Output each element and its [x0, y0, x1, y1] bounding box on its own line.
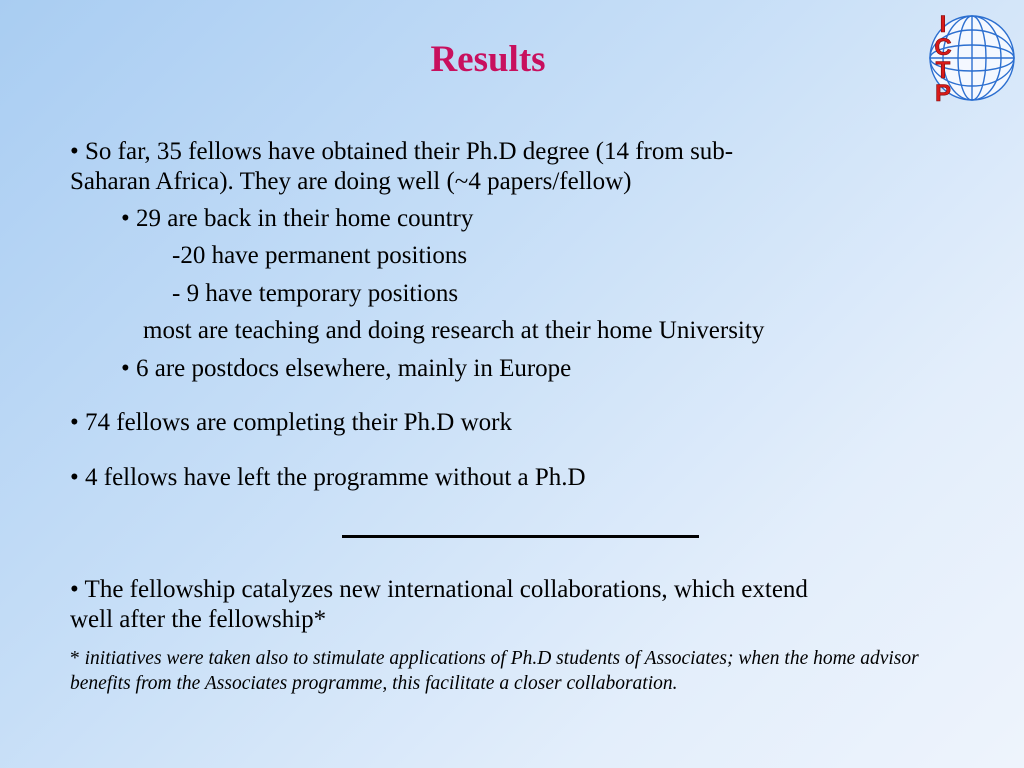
- ictp-logo: [918, 8, 1018, 104]
- subitem-permanent: -20 have permanent positions: [172, 242, 468, 269]
- bullet-left-programme: • 4 fellows have left the programme without a Ph.D: [70, 464, 586, 491]
- bullet-phd-obtained: • So far, 35 fellows have obtained their Ph.D degree (14 from sub-: [70, 138, 734, 165]
- slide-title: Results: [430, 39, 546, 80]
- subbullet-back-home: • 29 are back in their home country: [121, 205, 474, 232]
- footnote-text: initiatives were taken also to stimulate applications of Ph.D students of Associates; when the home advisor benefits from the Associates programme, this facilitate a closer collaboration.: [70, 648, 919, 694]
- bullet-phd-obtained-cont: Saharan Africa). They are doing well (~4 papers/fellow): [70, 168, 632, 195]
- note-teaching-research: most are teaching and doing research at their home University: [143, 317, 765, 344]
- logo-letter-i: I: [939, 11, 947, 38]
- footnote: [70, 646, 970, 696]
- divider-rule: [342, 535, 699, 538]
- logo-letter-c: C: [934, 34, 952, 61]
- logo-letter-t: T: [935, 57, 951, 84]
- subbullet-postdocs: • 6 are postdocs elsewhere, mainly in Europe: [121, 355, 572, 382]
- footnote-star: *: [70, 648, 80, 669]
- bullet-collaborations: • The fellowship catalyzes new international collaborations, which extend: [70, 576, 808, 603]
- bullet-collaborations-cont: well after the fellowship*: [70, 606, 327, 633]
- logo-letter-p: P: [934, 80, 952, 104]
- subitem-temporary: - 9 have temporary positions: [172, 280, 459, 307]
- bullet-completing: • 74 fellows are completing their Ph.D work: [70, 409, 512, 436]
